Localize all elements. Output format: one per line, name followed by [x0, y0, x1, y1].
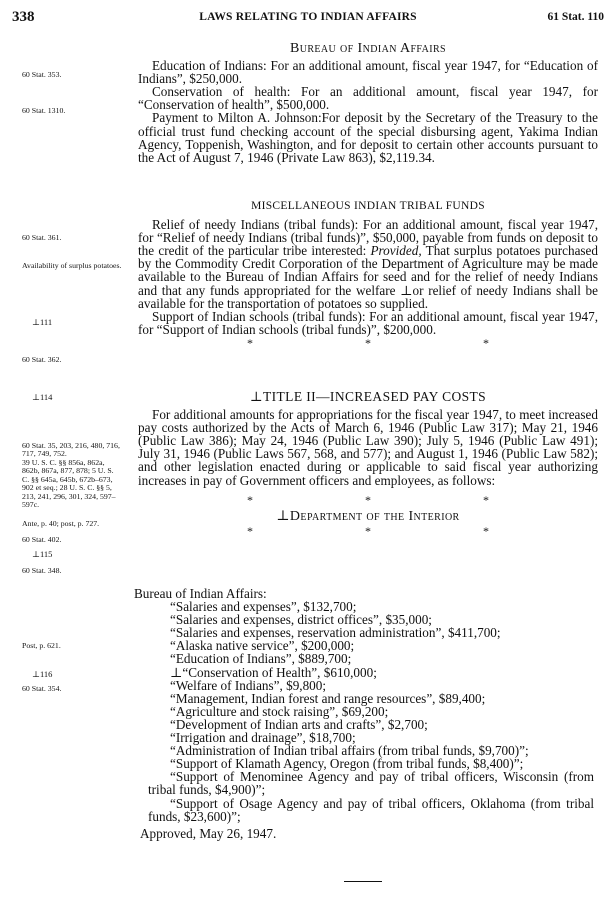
star: *: [483, 492, 489, 507]
running-title: LAWS RELATING TO INDIAN AFFAIRS: [199, 11, 417, 23]
list-item: “Support of Osage Agency and pay of tribal officers, Oklahoma (from tribal funds, $23,600)”;: [148, 795, 594, 824]
page-number: 338: [12, 9, 35, 25]
running-header: [12, 9, 604, 29]
margin-note: ⊥116: [32, 669, 53, 679]
margin-note: 60 Stat. 353.: [22, 70, 62, 79]
list-item: “Alaska native service”, $200,000;: [170, 638, 355, 654]
list-item: “Support of Klamath Agency, Oregon (from tribal funds, $8,400)”;: [170, 756, 524, 772]
section-heading: ⊥TITLE II—INCREASED PAY COSTS: [249, 389, 487, 404]
paragraph: Support of Indian schools (tribal funds): For an additional amount, fiscal year 1947, for “Support of Indian schools (tribal funds)”, $200,000.: [138, 308, 598, 337]
text-run: Relief of needy Indians (tribal funds): For an additional amount, fiscal year 1947, for “Relief of needy Indians (tribal funds)”, $50,000, payable from funds on deposit to the credit of the particular tribe interested:: [138, 217, 598, 259]
margin-note: ⊥114: [32, 392, 53, 402]
margin-note: Ante, p. 40; post, p. 727.: [22, 519, 100, 528]
star: *: [247, 335, 253, 350]
star: *: [365, 523, 371, 538]
paragraph: Payment to Milton A. Johnson:For deposit by the Secretary of the Treasury to the official trust fund checking account of the special disbursing agent, Yakima Indian Agency, Toppenish, Washington, and for deposit to certain other accounts pursuant to the Act of August 7, 1946 (Private Law 863), $2,119.34.: [138, 110, 598, 165]
margin-note: ⊥111: [32, 317, 53, 327]
margin-note: 60 Stat. 348.: [22, 566, 62, 575]
star: *: [483, 335, 489, 350]
section-interior-list: [134, 587, 594, 840]
list-item: “Salaries and expenses, reservation administration”, $411,700;: [170, 625, 501, 641]
section-heading: ⊥Department of the Interior: [276, 508, 460, 524]
star: *: [247, 492, 253, 507]
margin-note: ⊥115: [32, 549, 53, 559]
separator-stars: [138, 525, 598, 538]
paragraph: Education of Indians: For an additional amount, fiscal year 1947, for “Education of Indians”, $250,000.: [138, 58, 598, 87]
paragraph: [138, 218, 598, 310]
section-bureau-indian-affairs: [138, 42, 598, 164]
margin-note: 60 Stat. 354.: [22, 684, 62, 693]
list-item: “Development of Indian arts and crafts”, $2,700;: [170, 716, 428, 732]
list-item: “Agriculture and stock raising”, $69,200;: [170, 703, 389, 719]
paragraph: Conservation of health: For an additional amount, fiscal year 1947, for “Conservation of health”, $500,000.: [138, 84, 598, 113]
end-rule: [344, 881, 382, 882]
margin-note: 60 Stat. 362.: [22, 355, 62, 364]
list-item: “Salaries and expenses”, $132,700;: [170, 599, 357, 615]
list-item: ⊥“Conservation of Health”, $610,000;: [170, 664, 377, 680]
list-item: “Administration of Indian tribal affairs (from tribal funds, $9,700)”;: [170, 743, 529, 759]
margin-note: 60 Stat. 35, 203, 216, 480, 716, 717, 749, 752.: [22, 441, 120, 459]
margin-note: 39 U. S. C. §§ 856a, 862a, 862b, 867a, 877, 878; 5 U. S. C. §§ 645a, 645b, 672b–673, 902 et seq.; 28 U. S. C. §§ 5, 213, 241, 296, 301, 324, 597–597c.: [22, 458, 116, 510]
star: *: [247, 523, 253, 538]
separator-stars: [138, 494, 598, 507]
paragraph: For additional amounts for appropriations for the fiscal year 1947, to meet increased pay costs authorized by the Acts of March 6, 1946 (Public Law 317); May 21, 1946 (Public Law 386); May 24, 1946 (Public Law 390); July 5, 1946 (Public Law 491); July 31, 1946 (Public Laws 567, 568, and 577); and August 1, 1946 (Public Law 582); and other legislation enacted during or applicable to said fiscal year authorizing increases in pay of Government officers and employees, as follows:: [138, 407, 598, 488]
separator-stars: [138, 337, 598, 350]
list-item: “Education of Indians”, $889,700;: [170, 651, 352, 667]
margin-note: Availability of surplus potatoes.: [22, 261, 122, 270]
approval-date: Approved, May 26, 1947.: [140, 825, 277, 841]
list-heading: Bureau of Indian Affairs:: [134, 586, 267, 601]
list-item: “Management, Indian forest and range resources”, $89,400;: [170, 690, 486, 706]
list-item: “Support of Menominee Agency and pay of tribal officers, Wisconsin (from tribal funds, $4,900)”;: [148, 769, 594, 798]
list-item: “Welfare of Indians”, $9,800;: [170, 677, 327, 693]
star: *: [483, 523, 489, 538]
section-heading: Bureau of Indian Affairs: [289, 41, 447, 56]
star: *: [365, 492, 371, 507]
text-run: That surplus potatoes purchased by the Commodity Credit Corporation of the Department of Agriculture may be made available to the Bureau of Indian Affairs for seed and for the relief of needy Indians and that any funds appropriated for the welfare ⊥or relief of needy Indians shall be available for the transportation of potatoes so supplied.: [138, 243, 599, 311]
list-item: “Irrigation and drainage”, $18,700;: [170, 730, 356, 746]
margin-note: Post, p. 621.: [22, 641, 61, 650]
section-heading: MISCELLANEOUS INDIAN TRIBAL FUNDS: [251, 200, 485, 212]
stat-reference: 61 Stat. 110: [547, 11, 604, 23]
margin-note: 60 Stat. 1310.: [22, 106, 66, 115]
list-item: “Salaries and expenses, district offices”, $35,000;: [170, 612, 432, 628]
section-tribal-funds: [138, 200, 598, 350]
margin-note: 60 Stat. 402.: [22, 535, 62, 544]
margin-note: 60 Stat. 361.: [22, 233, 62, 242]
provided-term: Provided,: [370, 243, 422, 259]
section-title-ii: [138, 390, 598, 538]
star: *: [365, 335, 371, 350]
